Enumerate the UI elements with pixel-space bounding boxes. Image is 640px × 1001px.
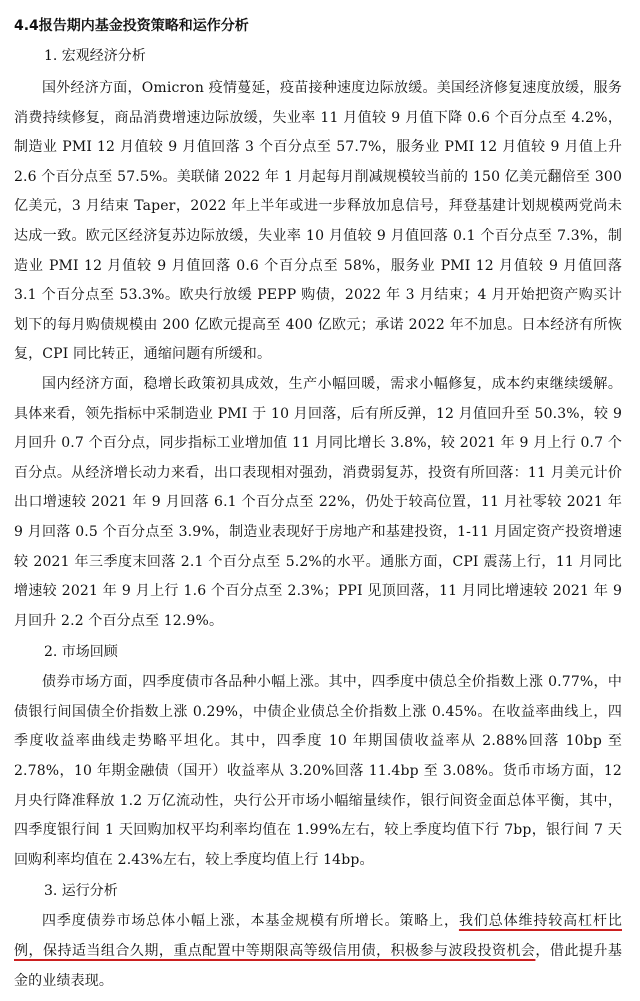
subheading-market-review: 2. 市场回顾 <box>44 644 118 661</box>
operation-tail-text: ，借此提升基金的业绩表现。 <box>14 943 622 989</box>
highlighted-strategy-text: 我们总体维持较高杠杆比例，保持适当组合久期，重点配置中等期限高等级信用债，积极参与波段投资机会 <box>14 913 622 960</box>
subheading-macro: 1. 宏观经济分析 <box>44 48 146 64</box>
paragraph-domestic-economy: 国内经济方面，稳增长政策初具成效，生产小幅回暖，需求小幅修复，成本约束继续缓解。具体来看，领先指标中采制造业 PMI 于 10 月回落，后有所反弹，12 月值回升至 50.3%，较 9 月回升 0.7 个百分点，同步指标工业增加值 11 月同比增长 3.8%，较 2021 年 9 月上行 0.7 个百分点。从经济增长动力来看，出口表现相对强劲，消费弱复苏，投资有所回落：11 月美元计价出口增速较 2021 年 9 月回落 6.1 个百分点至 22%，仍处于较高位置，11 月社零较 2021 年 9 月回落 0.5 个百分点至 3.9%，制造业表现好于房地产和基建投资，1-11 月固定资产投资增速较 2021 年三季度末回落 2.1 个百分点至 5.2%的水平。通胀方面，CPI 震荡上行，11 月同比增速较 2021 年 9 月上行 1.6 个百分点至 2.3%；PPI 见顶回落，11 月同比增速较 2021 年 9 月回升 2.2 个百分点至 12.9%。 <box>14 375 622 629</box>
operation-lead-text: 四季度债券市场总体小幅上涨，本基金规模有所增长。策略上， <box>42 913 459 930</box>
paragraph-overseas-economy: 国外经济方面，Omicron 疫情蔓延，疫苗接种速度边际放缓。美国经济修复速度放缓，服务消费持续修复，商品消费增速边际放缓，失业率 11 月值较 9 月值下降 0.6 个百分点至 4.2%，制造业 PMI 12 月值较 9 月值回落 3 个百分点至 57.7%，服务业 PMI 12 月值较 9 月值上升 2.6 个百分点至 57.5%。美联储 2022 年 1 月起每月削减规模较当前的 150 亿美元翻倍至 300 亿美元，3 月结束 Taper，2022 年上半年或进一步释放加息信号，拜登基建计划规模两党尚未达成一致。欧元区经济复苏边际放缓，失业率 10 月值较 9 月值回落 0.1 个百分点至 7.3%，制造业 PMI 12 月值较 9 月值回落 0.6 个百分点至 58%，服务业 PMI 12 月值较 9 月值回落 3.1 个百分点至 53.3%。欧央行放缓 PEPP 购债，2022 年 3 月结束；4 月开始把资产购买计划下的每月购债规模由 200 亿欧元提高至 400 亿欧元；承诺 2022 年不加息。日本经济有所恢复，CPI 同比转正，通缩问题有所缓和。 <box>14 80 622 363</box>
paragraph-bond-market: 债券市场方面，四季度债市各品种小幅上涨。其中，四季度中债总全价指数上涨 0.77%，中债银行间国债全价指数上涨 0.29%，中债企业债总全价指数上涨 0.45%。在收益率曲线上，四季度收益率曲线走势略平坦化。其中，四季度 10 年期国债收益率从 2.88%回落 10bp 至 2.78%，10 年期金融债（国开）收益率从 3.20%回落 11.4bp 至 3.08%。货币市场方面，12 月央行降准释放 1.2 万亿流动性，央行公开市场小幅缩量续作，银行间资金面总体平衡，其中，四季度银行间 1 天回购加权平均利率均值在 1.99%左右，较上季度均值下行 7bp，银行间 7 天回购利率均值在 2.43%左右，较上季度均值上行 14bp。 <box>14 674 622 868</box>
paragraph-operation <box>14 907 622 996</box>
section-title: 4.4报告期内基金投资策略和运作分析 <box>14 18 249 34</box>
subheading-operation: 3. 运行分析 <box>44 883 118 900</box>
